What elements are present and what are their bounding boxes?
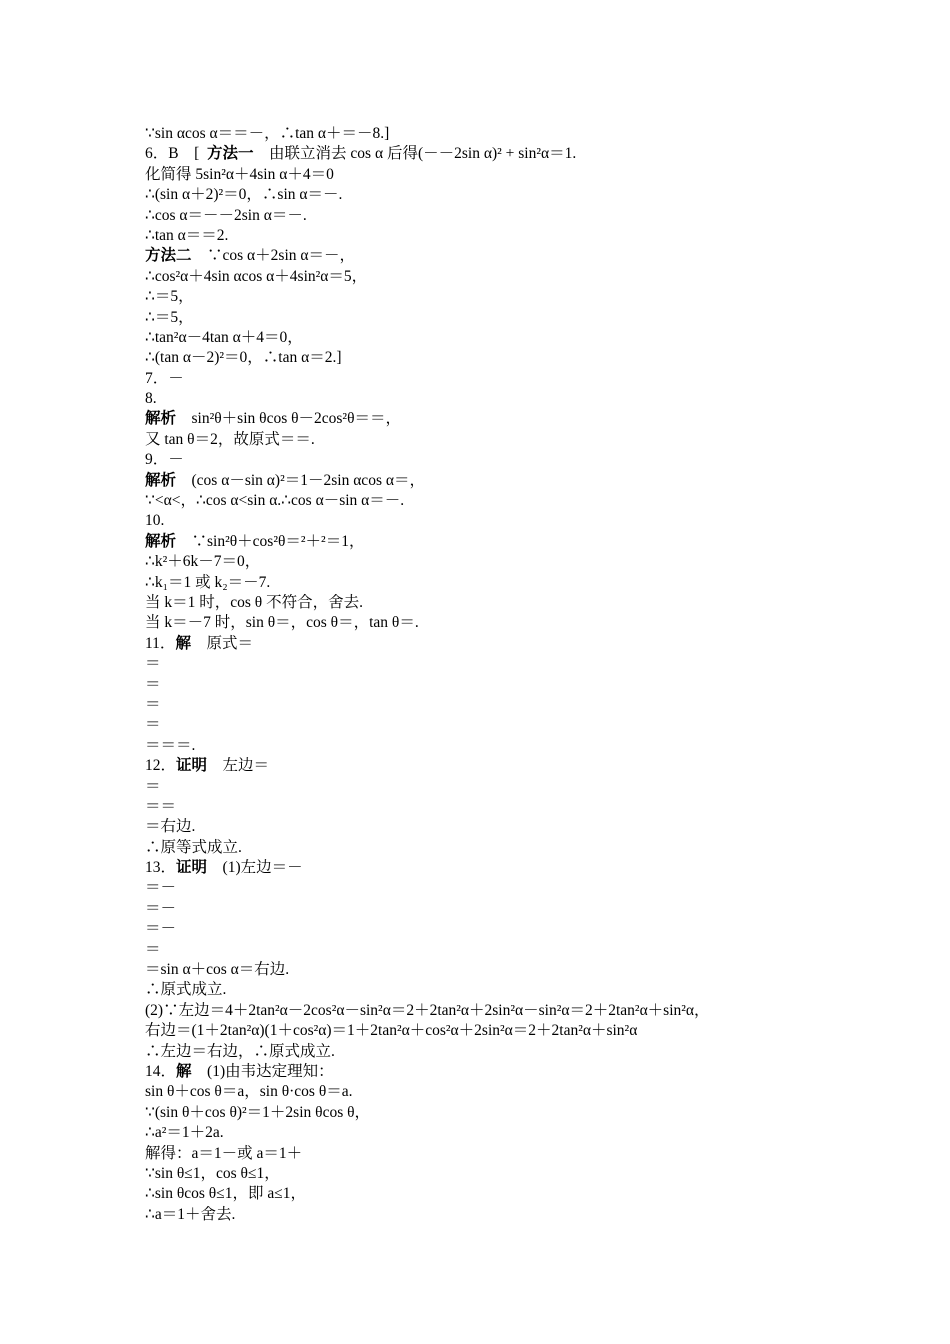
line-content: 右边＝(1＋2tan²α)(1＋cos²α)＝1＋2tan²α＋cos²α＋2sin²α＝2＋2tan²α＋sin²α <box>145 1022 638 1040</box>
line-content: 左边＝ <box>207 757 270 775</box>
text-line <box>145 511 845 531</box>
section-label: 解析 <box>145 471 177 489</box>
line-content: ∴cos α＝－－2sin α＝－. <box>145 206 307 224</box>
item-number: 11． <box>145 634 176 652</box>
line-content: 化简得 5sin²α＋4sin α＋4＝0 <box>145 165 334 183</box>
line-content: (1)左边＝－ <box>207 859 303 877</box>
text-line <box>145 960 845 980</box>
text-line <box>145 287 845 307</box>
line-content: ＝＝＝. <box>145 736 196 754</box>
text-line <box>145 654 845 674</box>
line-content: 又 tan θ＝2，故原式＝＝. <box>145 430 315 448</box>
section-label: 解 <box>176 1062 192 1080</box>
line-content: ＝ <box>145 777 161 795</box>
text-line <box>145 165 845 185</box>
text-line <box>145 695 845 715</box>
section-label: 证明 <box>176 859 208 877</box>
text-line <box>145 409 845 429</box>
text-line <box>145 919 845 939</box>
line-content: ∴(tan α－2)²＝0，∴tan α＝2.] <box>145 349 342 367</box>
line-content: ＝ <box>145 940 161 958</box>
line-content: ＝sin α＋cos α＝右边. <box>145 961 290 979</box>
line-content: ＝右边. <box>145 818 196 836</box>
line-content: ∴左边＝右边，∴原式成立. <box>145 1042 335 1060</box>
text-line <box>145 736 845 756</box>
item-number: 9． <box>145 451 169 469</box>
text-line <box>145 777 845 797</box>
text-line <box>145 328 845 348</box>
line-content: － <box>168 451 184 469</box>
line-content: 原式＝ <box>190 634 253 652</box>
line-content: B [ <box>168 145 200 163</box>
line-content: ∴原等式成立. <box>145 838 242 856</box>
text-line <box>145 1144 845 1164</box>
line-content: ＝－ <box>145 920 177 938</box>
line-content: ＝ <box>145 716 161 734</box>
solution-text <box>145 124 845 1225</box>
section-label: 证明 <box>176 757 208 775</box>
line-content: ＝ <box>145 655 161 673</box>
text-line <box>145 613 845 633</box>
item-number: 6． <box>145 145 169 163</box>
text-line <box>145 573 845 593</box>
line-content: ∴原式成立. <box>145 981 227 999</box>
text-line <box>145 267 845 287</box>
line-content: ∴tan²α－4tan α＋4＝0， <box>145 328 303 346</box>
text-line <box>145 675 845 695</box>
text-line <box>145 838 845 858</box>
text-line <box>145 797 845 817</box>
line-content: ∴cos²α＋4sin αcos α＋4sin²α＝5， <box>145 267 368 285</box>
item-number: 8. <box>145 390 157 408</box>
line-content: ∴sin θcos θ≤1，即 a≤1， <box>145 1185 306 1203</box>
text-line <box>145 593 845 613</box>
text-line <box>145 899 845 919</box>
line-content: ∵sin θ≤1，cos θ≤1， <box>145 1164 280 1182</box>
line-content: ∴k₁＝1 或 k₂＝－7. <box>145 573 271 591</box>
line-content: sin θ＋cos θ＝a，sin θ·cos θ＝a. <box>145 1083 353 1101</box>
text-line <box>145 246 845 266</box>
text-line <box>145 1123 845 1143</box>
text-line <box>145 491 845 511</box>
text-line <box>145 1164 845 1184</box>
line-content: ∵sin²θ＋cos²θ＝²＋²＝1， <box>176 532 365 550</box>
text-line <box>145 185 845 205</box>
text-line <box>145 308 845 328</box>
item-number: 7． <box>145 369 169 387</box>
line-content: (1)由韦达定理知： <box>191 1062 334 1080</box>
text-line <box>145 980 845 1000</box>
text-line <box>145 532 845 552</box>
text-line <box>145 1082 845 1102</box>
text-line <box>145 471 845 491</box>
line-content: 由联立消去 cos α 后得(－－2sin α)² + sin²α＝1. <box>253 145 577 163</box>
line-content: ∴tan α＝＝2. <box>145 226 229 244</box>
line-content: (2)∵左边＝4＋2tan²α－2cos²α－sin²α＝2＋2tan²α＋2sin²α－sin²α＝2＋2tan²α＋sin²α， <box>145 1001 710 1019</box>
line-content: 解得：a＝1－或 a＝1＋ <box>145 1144 303 1162</box>
text-line <box>145 124 845 144</box>
line-content: ＝ <box>145 675 161 693</box>
text-line <box>145 1184 845 1204</box>
line-content: ∴＝5， <box>145 308 194 326</box>
item-number: 13． <box>145 859 177 877</box>
line-content: ∴k²＋6k－7＝0， <box>145 553 261 571</box>
line-content: 当 k＝－7 时，sin θ＝，cos θ＝，tan θ＝. <box>145 614 419 632</box>
item-number: 14． <box>145 1062 177 1080</box>
text-line <box>145 206 845 226</box>
line-content: ∴a²＝1＋2a. <box>145 1124 224 1142</box>
text-line <box>145 878 845 898</box>
text-line <box>145 369 845 389</box>
text-line <box>145 144 845 164</box>
item-number: 12． <box>145 757 177 775</box>
section-label: 方法一 <box>207 145 254 163</box>
text-line <box>145 1021 845 1041</box>
section-label: 解析 <box>145 532 177 550</box>
text-line <box>145 634 845 654</box>
section-label: 方法二 <box>145 247 192 265</box>
text-line <box>145 1001 845 1021</box>
line-content: － <box>168 369 184 387</box>
text-line <box>145 552 845 572</box>
line-content: ＝＝ <box>145 797 177 815</box>
text-line <box>145 450 845 470</box>
line-content: ＝ <box>145 695 161 713</box>
section-label: 解析 <box>145 410 177 428</box>
line-content: ∴(sin α＋2)²＝0，∴sin α＝－. <box>145 186 343 204</box>
text-line <box>145 940 845 960</box>
text-line <box>145 348 845 368</box>
text-line <box>145 858 845 878</box>
text-line <box>145 226 845 246</box>
text-line <box>145 817 845 837</box>
line-content: ∵sin αcos α＝＝－，∴tan α＋＝－8.] <box>145 125 390 142</box>
text-line <box>145 756 845 776</box>
text-line <box>145 715 845 735</box>
line-content: ＝－ <box>145 879 177 897</box>
line-content: ∴a＝1＋舍去. <box>145 1205 236 1223</box>
text-line <box>145 389 845 409</box>
text-line <box>145 1042 845 1062</box>
item-number: 10. <box>145 512 165 530</box>
line-content: 当 k＝1 时，cos θ 不符合，舍去. <box>145 593 363 611</box>
text-line <box>145 1205 845 1225</box>
section-label: 解 <box>175 634 191 652</box>
line-content: sin²θ＋sin θcos θ－2cos²θ＝＝， <box>176 410 402 428</box>
line-content: (cos α－sin α)²＝1－2sin αcos α＝， <box>176 471 425 489</box>
line-content: ∴＝5， <box>145 288 194 306</box>
line-content: ∵cos α＋2sin α＝－， <box>191 247 356 265</box>
text-line <box>145 430 845 450</box>
line-content: ＝－ <box>145 899 177 917</box>
text-line <box>145 1062 845 1082</box>
line-content: ∵<α<，∴cos α<sin α.∴cos α－sin α＝－. <box>145 492 405 510</box>
line-content: ∵(sin θ＋cos θ)²＝1＋2sin θcos θ， <box>145 1103 371 1121</box>
text-line <box>145 1103 845 1123</box>
